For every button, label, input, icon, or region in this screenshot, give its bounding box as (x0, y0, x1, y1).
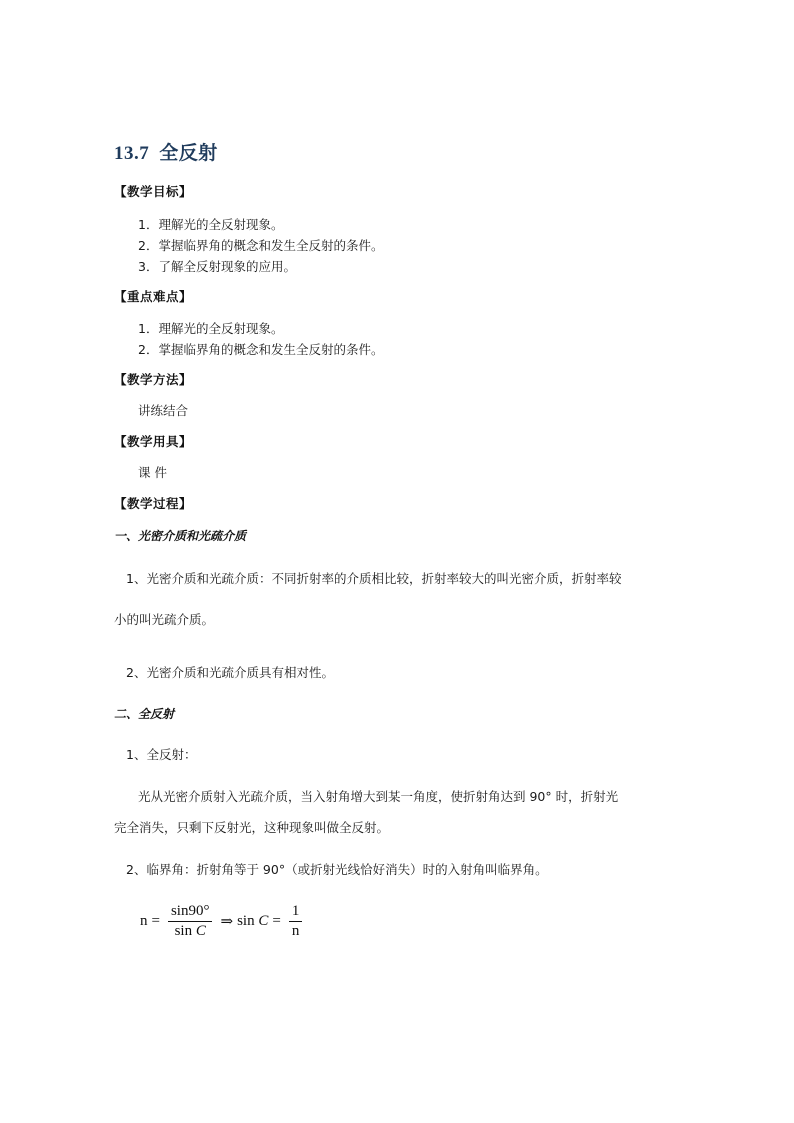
fraction-2-denominator: n (291, 922, 300, 939)
fraction-1-numerator: sin90° (170, 902, 210, 919)
process-heading: 【教学过程】 (114, 496, 193, 511)
section-title: 全反射 (159, 143, 218, 164)
fraction-1-denominator (172, 922, 209, 941)
key-points-item-2: 2．掌握临界角的概念和发生全反射的条件。 (138, 342, 384, 357)
page-title (114, 138, 218, 165)
part1-paragraph1-line1: 1、光密介质和光疏介质：不同折射率的介质相比较，折射率较大的叫光密介质，折射率较 (126, 571, 622, 586)
goals-heading: 【教学目标】 (114, 184, 193, 199)
formula-rhs-sin: sin (237, 912, 255, 929)
fraction-1-den-var: C (195, 922, 206, 939)
tools-text: 课 件 (138, 465, 167, 480)
goals-item-1: 1．理解光的全反射现象。 (138, 217, 284, 232)
part2-definition-line1: 光从光密介质射入光疏介质，当入射角增大到某一角度，使折射角达到 90° 时，折射光 (138, 789, 619, 804)
key-points-item-1: 1．理解光的全反射现象。 (138, 321, 284, 336)
goals-item-2: 2．掌握临界角的概念和发生全反射的条件。 (138, 238, 384, 253)
method-text: 讲练结合 (138, 403, 189, 418)
part1-heading: 一、光密介质和光疏介质 (114, 529, 247, 543)
part2-definition-line2: 完全消失，只剩下反射光，这种现象叫做全反射。 (114, 820, 390, 835)
formula-lhs: n (140, 912, 148, 929)
critical-angle-formula (140, 898, 306, 944)
formula-implies: ⇒ (220, 913, 234, 930)
part2-heading: 二、全反射 (114, 707, 175, 721)
fraction-1-den-sin: sin (174, 922, 193, 939)
part2-subheading-2: 2、临界角：折射角等于 90°（或折射光线恰好消失）时的入射角叫临界角。 (126, 862, 548, 877)
formula-fraction-2 (289, 902, 303, 941)
formula-fraction-1 (168, 902, 213, 941)
part1-paragraph1-line2: 小的叫光疏介质。 (114, 612, 215, 627)
formula-equals-2: = (272, 912, 281, 929)
formula-equals-1: = (151, 912, 160, 929)
tools-heading: 【教学用具】 (114, 434, 193, 449)
key-points-heading: 【重点难点】 (114, 289, 193, 304)
section-number: 13.7 (114, 143, 150, 164)
fraction-2-numerator: 1 (291, 902, 300, 919)
formula-rhs-var: C (258, 912, 269, 929)
part2-subheading-1: 1、全反射： (126, 747, 197, 762)
goals-item-3: 3．了解全反射现象的应用。 (138, 259, 296, 274)
method-heading: 【教学方法】 (114, 372, 193, 387)
part1-paragraph2: 2、光密介质和光疏介质具有相对性。 (126, 665, 334, 680)
